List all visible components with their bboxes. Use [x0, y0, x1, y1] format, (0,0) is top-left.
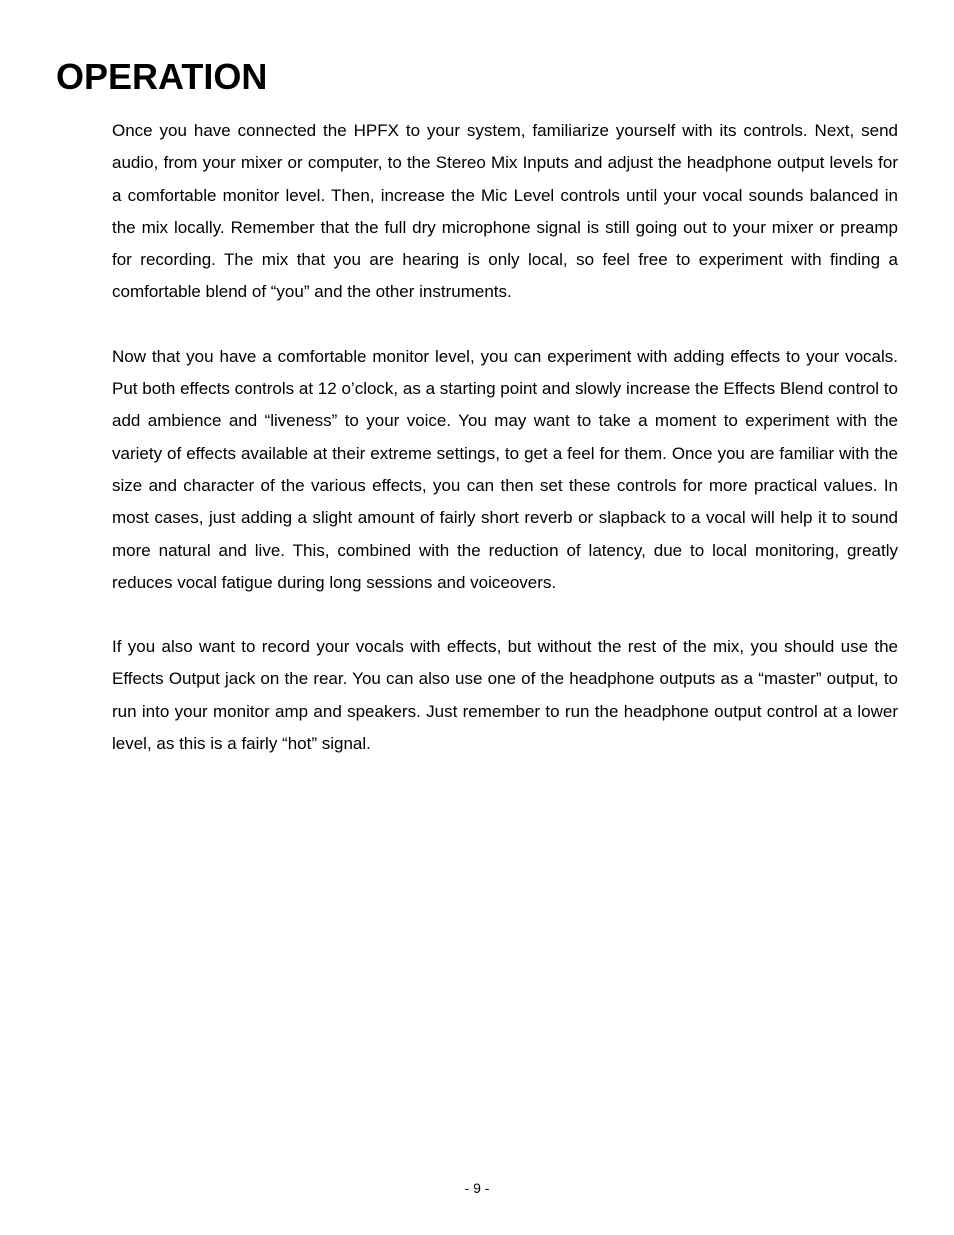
- paragraph-recording-effects: If you also want to record your vocals with effects, but without the rest of the mix, you should use the Effects Output jack on the rear. You can also use one of the headphone outputs as a “master” output, to run into your monitor amp and speakers. Just remember to run the headphone output control at a lower level, as this is a fairly “hot” signal.: [112, 637, 898, 754]
- page-number: - 9 -: [464, 1180, 490, 1196]
- section-heading: OPERATION: [56, 56, 268, 97]
- paragraph-adding-effects: Now that you have a comfortable monitor level, you can experiment with adding effects to your vocals. Put both effects controls at 12 o’clock, as a starting point and slowly increase the Effects Blend control to add ambience and “liveness” to your voice. You may want to take a moment to experiment with the variety of effects available at their extreme settings, to get a feel for them. Once you are familiar with the size and character of the various effects, you can then set these controls for more practical values. In most cases, just adding a slight amount of fairly short reverb or slapback to a vocal will help it to sound more natural and live. This, combined with the reduction of latency, due to local monitoring, greatly reduces vocal fatigue during long sessions and voiceovers.: [112, 346, 898, 592]
- paragraph-getting-started: Once you have connected the HPFX to your system, familiarize yourself with its controls. Next, send audio, from your mixer or computer, to the Stereo Mix Inputs and adjust the headphone output levels for a comfortable monitor level. Then, increase the Mic Level controls until your vocal sounds balanced in the mix locally. Remember that the full dry microphone signal is still going out to your mixer or preamp for recording. The mix that you are hearing is only local, so feel free to experiment with finding a comfortable blend of “you” and the other instruments.: [112, 121, 898, 302]
- body-text: [112, 115, 898, 792]
